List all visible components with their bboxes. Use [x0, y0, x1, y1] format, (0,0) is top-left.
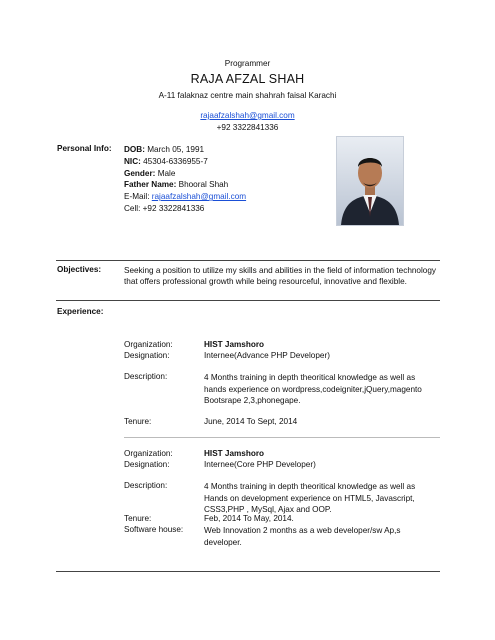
objectives-label: Objectives: [57, 265, 102, 274]
exp1-tenure: June, 2014 To Sept, 2014 [204, 417, 298, 426]
exp2-house-line: Web Innovation 2 months as a web developer/sw Ap,s [204, 526, 401, 535]
nic-row [124, 156, 246, 168]
personal-info-block [124, 144, 246, 215]
email-label: E-Mail: [124, 192, 150, 202]
exp1-des: Internee(Advance PHP Developer) [204, 351, 330, 360]
cell-row: Cell: +92 3322841336 [124, 203, 205, 213]
gender-row [124, 168, 246, 180]
exp1-org: HIST Jamshoro [204, 340, 265, 349]
dob-row [124, 144, 246, 156]
exp1-des-label: Designation: [124, 351, 170, 360]
exp1-org-label: Organization: [124, 340, 173, 349]
exp2-des: Internee(Core PHP Developer) [204, 460, 316, 469]
exp1-desc [204, 372, 422, 407]
role-title: Programmer [224, 59, 271, 68]
exp-separator [124, 437, 440, 438]
gender-value: Male [157, 168, 176, 178]
header-email [0, 111, 495, 120]
exp1-desc-line: hands experience on wordpress,codeigniter,jQuery,magento [204, 384, 422, 394]
exp2-org: HIST Jamshoro [204, 449, 265, 458]
email-row [124, 191, 246, 203]
dob-label: DOB: [124, 145, 145, 154]
profile-photo [336, 136, 404, 226]
father-label: Father Name: [124, 180, 177, 190]
header-phone: +92 3322841336 [216, 123, 279, 132]
exp2-tenure-label: Tenure: [124, 514, 152, 523]
personal-email-link[interactable]: rajaafzalshah@gmail.com [151, 192, 247, 202]
exp1-desc-line: Bootsrape 2,3,phonegape. [204, 396, 301, 405]
divider-bottom [56, 571, 440, 572]
nic-label: NIC: [124, 156, 141, 166]
exp2-desc-line: 4 Months training in depth theoritical knowledge as well as [204, 482, 416, 491]
exp2-des-label: Designation: [124, 460, 170, 469]
nic-value: 45304-6336955-7 [143, 156, 208, 166]
exp1-tenure-label: Tenure: [124, 417, 152, 426]
father-value: Bhooral Shah [178, 180, 229, 190]
profile-photo-image [337, 137, 403, 225]
gender-label: Gender: [124, 168, 156, 178]
exp2-house [204, 525, 400, 548]
divider-top [56, 260, 440, 261]
experience-label: Experience: [57, 307, 104, 316]
exp2-desc-line: CSS3,PHP , MySql, Ajax and OOP. [204, 505, 332, 514]
objectives-text: Seeking a position to utilize my skills and abilities in the field of information technology that offers professional growth while being resourceful, innovative and flexible. [124, 266, 436, 286]
father-row [124, 179, 246, 191]
exp2-desc [204, 481, 415, 516]
address: A-11 falaknaz centre main shahrah faisal Karachi [158, 91, 337, 100]
exp2-house-line: developer. [204, 537, 242, 547]
exp2-desc-line: Hands on development experience on HTML5, Javascript, [204, 493, 415, 503]
dob-value: March 05, 1991 [147, 145, 205, 154]
exp2-house-label: Software house: [124, 525, 184, 534]
divider-objectives [56, 300, 440, 301]
personal-info-label: Personal Info: [57, 144, 112, 153]
exp1-desc-line: 4 Months training in depth theoritical knowledge as well as [204, 373, 416, 382]
exp1-desc-label: Description: [124, 372, 168, 381]
exp2-tenure: Feb, 2014 To May, 2014. [204, 514, 294, 523]
candidate-name: RAJA AFZAL SHAH [190, 72, 305, 86]
header-email-link[interactable]: rajaafzalshah@gmail.com [200, 111, 295, 120]
exp2-org-label: Organization: [124, 449, 173, 458]
exp2-desc-label: Description: [124, 481, 168, 490]
